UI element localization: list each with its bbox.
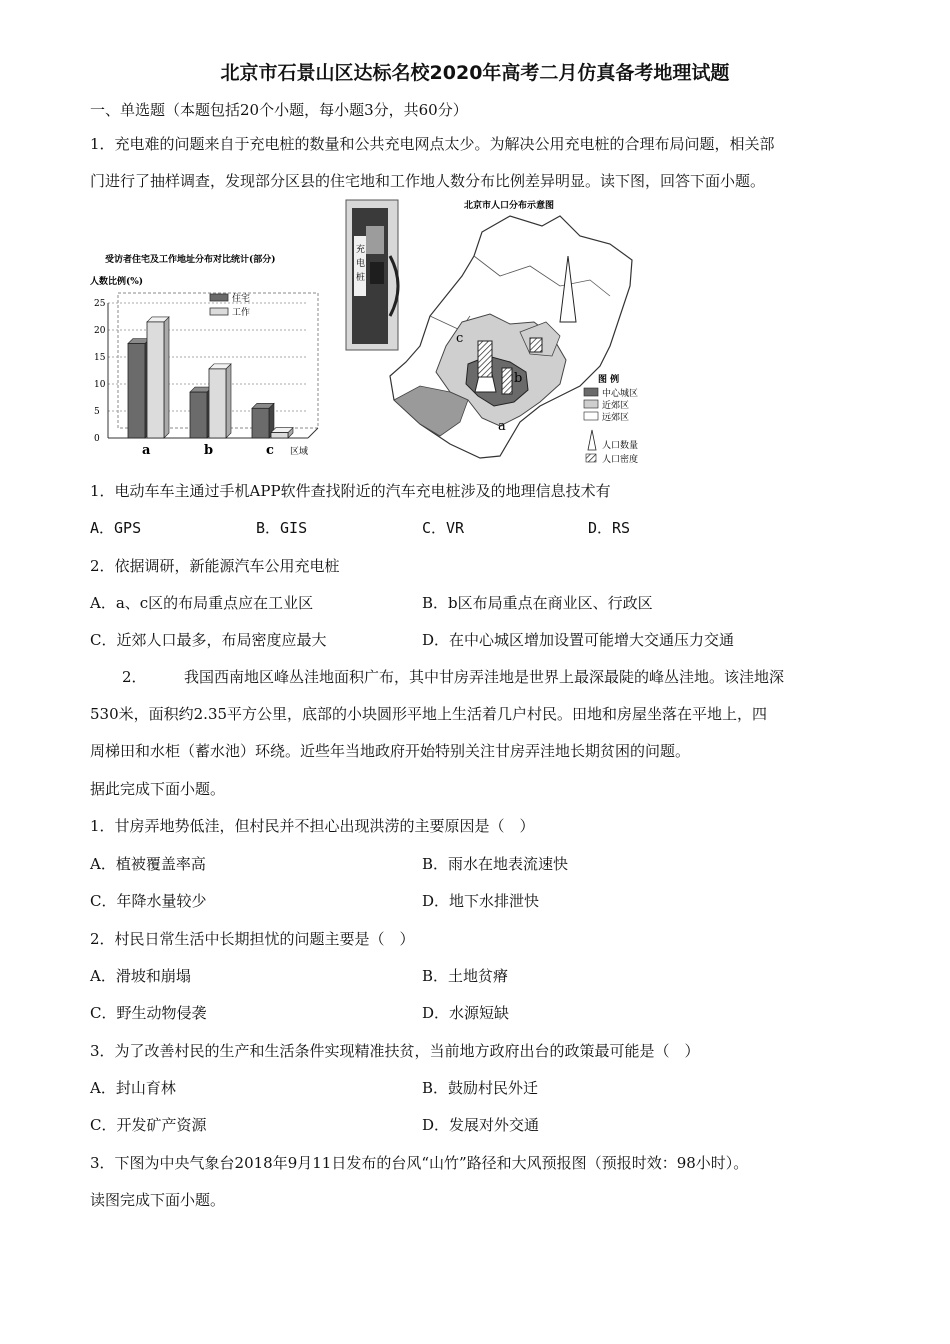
map-label-b: b — [514, 371, 523, 386]
legend-density: 人口密度 — [602, 455, 639, 465]
q2-sub1-option-c[interactable]: C．年降水量较少 — [90, 892, 207, 910]
charger-screen — [366, 226, 384, 254]
q1-sub2-option-c[interactable]: C．近郊人口最多，布局密度应最大 — [90, 631, 327, 649]
y-tick-label: 10 — [94, 380, 106, 390]
q1-sub1-option-c[interactable]: C．VR — [422, 519, 465, 537]
chart-ylabel: 人数比例(%) — [90, 277, 144, 287]
legend-label-residence: 住宅 — [232, 294, 251, 304]
chart-bars — [128, 317, 293, 438]
legend-swatch-near — [584, 400, 598, 408]
population-density-bar-c — [478, 341, 492, 377]
bar-a-work-side — [164, 317, 169, 438]
y-tick-label: 15 — [94, 353, 106, 363]
map-legend-title: 图 例 — [598, 375, 620, 385]
population-density-bar-ne — [530, 338, 542, 352]
q2-stem-line1: 我国西南地区峰丛洼地面积广布，其中甘房弄洼地是世界上最深最陡的峰丛洼地。该洼地深 — [184, 668, 785, 686]
legend-swatch-central — [584, 388, 598, 396]
bar-b-residence — [190, 392, 207, 438]
chart-xlabel: 区域 — [290, 447, 309, 457]
page-title: 北京市石景山区达标名校2020年高考二月仿真备考地理试题 — [220, 62, 730, 84]
legend-swatch-residence — [210, 294, 228, 301]
map-title: 北京市人口分布示意图 — [464, 201, 555, 211]
legend-near: 近郊区 — [602, 401, 630, 411]
y-tick-label: 0 — [94, 434, 100, 444]
q1-stem-line2: 门进行了抽样调查，发现部分区县的住宅地和工作地人数分布比例差异明显。读下图，回答下面小题。 — [90, 172, 766, 190]
population-density-bar-b — [502, 368, 512, 394]
legend-symbol-count — [588, 430, 596, 450]
y-tick-label: 25 — [94, 299, 106, 309]
q2-sub3-option-c[interactable]: C．开发矿产资源 — [90, 1116, 207, 1134]
x-tick-label-b: b — [204, 443, 214, 458]
q2-sub3-option-a[interactable]: A．封山育林 — [90, 1079, 176, 1097]
q2-stem-line3: 周梯田和水柜（蓄水池）环绕。近些年当地政府开始特别关注甘房弄洼地长期贫困的问题。 — [90, 742, 691, 760]
q1-sub1-option-a[interactable]: A．GPS — [90, 519, 142, 537]
q2-sub1-option-b[interactable]: B．雨水在地表流速快 — [422, 855, 569, 873]
q2-sub3-option-b[interactable]: B．鼓励村民外迁 — [422, 1079, 539, 1097]
bar-b-work — [209, 369, 226, 438]
charger-plug — [370, 262, 384, 284]
y-ticks — [94, 299, 106, 444]
bar-chart — [90, 253, 318, 458]
legend-symbol-density — [586, 454, 596, 462]
q2-sub2-option-b[interactable]: B．土地贫瘠 — [422, 967, 509, 985]
q1-sub1-option-b[interactable]: B．GIS — [256, 519, 308, 537]
beijing-map — [390, 199, 638, 465]
legend-central: 中心城区 — [602, 389, 639, 399]
bar-b-work-side — [226, 364, 231, 438]
chart-title: 受访者住宅及工作地址分布对比统计(部分) — [105, 255, 276, 265]
x-tick-label-c: c — [266, 443, 274, 458]
q2-sub3-stem: 3．为了改善村民的生产和生活条件实现精准扶贫，当前地方政府出台的政策最可能是（ ） — [90, 1042, 700, 1060]
q2-sub2-option-a[interactable]: A．滑坡和崩塌 — [90, 967, 191, 985]
bar-c-residence — [252, 408, 269, 438]
q2-sub2-option-d[interactable]: D．水源短缺 — [422, 1004, 510, 1022]
q3-stem-line1: 3．下图为中央气象台2018年9月11日发布的台风“山竹”路径和大风预报图（预报时效：98小时）。 — [90, 1154, 749, 1172]
q1-figure — [90, 196, 670, 466]
q2-sub2-option-c[interactable]: C．野生动物侵袭 — [90, 1004, 207, 1022]
bar-a-work — [147, 322, 164, 438]
q1-sub2-option-d[interactable]: D．在中心城区增加设置可能增大交通压力交通 — [422, 631, 735, 649]
legend-far: 远郊区 — [602, 413, 630, 423]
x-axis-depth — [308, 428, 318, 438]
q2-sub1-option-d[interactable]: D．地下水排泄快 — [422, 892, 540, 910]
y-tick-label: 20 — [94, 326, 106, 336]
section-heading: 一、单选题（本题包括20个小题，每小题3分，共60分） — [90, 101, 468, 119]
q1-stem-line1: 1．充电难的问题来自于充电桩的数量和公共充电网点太少。为解决公用充电桩的合理布局问题，相关部 — [90, 135, 775, 153]
x-ticks — [142, 443, 274, 458]
bar-a-residence — [128, 344, 145, 439]
charger-label: 充电桩 — [356, 245, 366, 283]
q2-sub1-option-a[interactable]: A．植被覆盖率高 — [90, 855, 206, 873]
q2-sub1-stem: 1．甘房弄地势低洼，但村民并不担心出现洪涝的主要原因是（ ） — [90, 817, 535, 835]
bar-c-work — [271, 433, 288, 438]
legend-swatch-work — [210, 308, 228, 315]
x-tick-label-a: a — [142, 443, 151, 458]
q2-stem-line2: 530米，面积约2.35平方公里，底部的小块圆形平地上生活着几户村民。田地和房屋坐落在平地上，四 — [90, 705, 768, 723]
q1-sub2-stem: 2．依据调研，新能源汽车公用充电桩 — [90, 557, 340, 575]
q1-sub1-option-d[interactable]: D．RS — [588, 519, 631, 537]
q1-sub1-stem: 1．电动车车主通过手机APP软件查找附近的汽车充电桩涉及的地理信息技术有 — [90, 482, 611, 500]
q2-stem-line4: 据此完成下面小题。 — [90, 780, 226, 798]
charging-pile-photo — [346, 200, 398, 350]
q1-sub2-option-b[interactable]: B．b区布局重点在商业区、行政区 — [422, 594, 653, 612]
y-tick-label: 5 — [94, 407, 100, 417]
map-label-c: c — [456, 331, 464, 346]
q2-sub2-stem: 2．村民日常生活中长期担忧的问题主要是（ ） — [90, 930, 415, 948]
q3-stem-line2: 读图完成下面小题。 — [90, 1191, 226, 1209]
q1-sub2-option-a[interactable]: A．a、c区的布局重点应在工业区 — [90, 594, 314, 612]
q2-number: 2． — [122, 668, 147, 686]
legend-label-work: 工作 — [232, 308, 251, 318]
q2-sub3-option-d[interactable]: D．发展对外交通 — [422, 1116, 540, 1134]
map-label-a: a — [498, 419, 506, 434]
legend-count: 人口数量 — [602, 441, 639, 451]
legend-swatch-far — [584, 412, 598, 420]
